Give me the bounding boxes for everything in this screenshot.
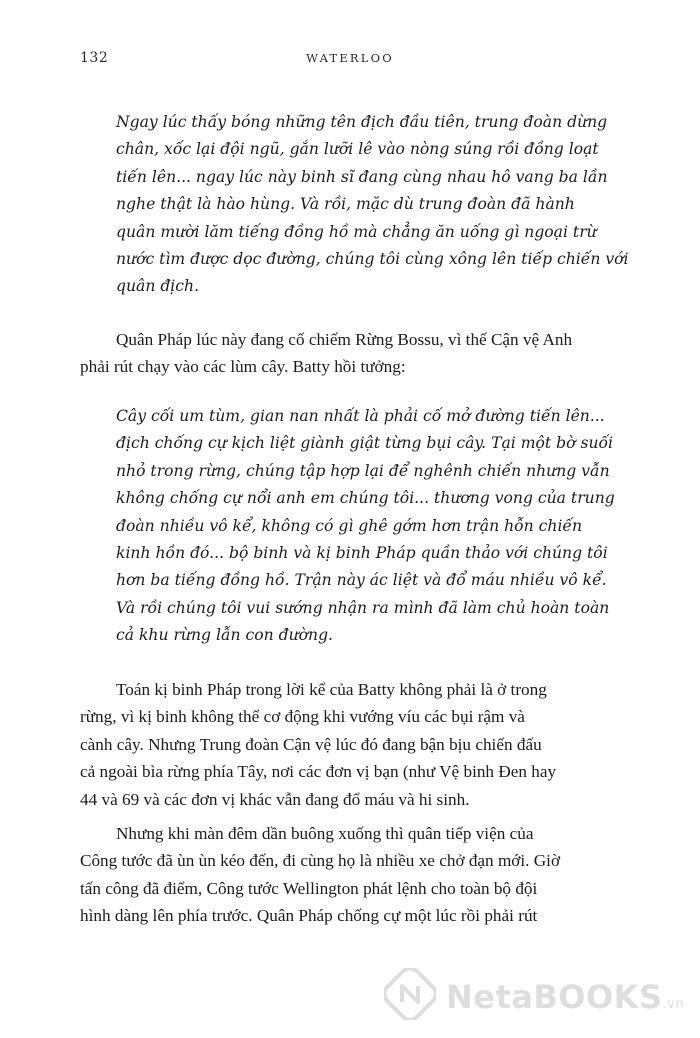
watermark-suffix: .vn xyxy=(662,997,685,1012)
text-line: Ngay lúc thấy bóng những tên địch đầu tiên, trung đoàn dừng xyxy=(116,113,608,131)
text-line: Nhưng khi màn đêm dần buông xuống thì quân tiếp viện của xyxy=(116,823,534,843)
text-line: cành cây. Nhưng Trung đoàn Cận vệ lúc đó đang bận bịu chiến đấu xyxy=(80,734,542,754)
text-line: không chống cự nổi anh em chúng tôi... thương vong của trung xyxy=(116,489,615,508)
text-line: phải rút chạy vào các lùm cây. Batty hồi tưởng: xyxy=(80,357,406,377)
text-line: địch chống cự kịch liệt giành giật từng bụi cây. Tại một bờ suối xyxy=(116,434,614,453)
watermark xyxy=(384,968,684,1026)
text-line: 44 và 69 và các đơn vị khác vẫn đang đổ máu và hi sinh. xyxy=(80,790,470,810)
text-line: kinh hồn đó... bộ binh và kị binh Pháp quần thảo với chúng tôi xyxy=(116,544,608,563)
running-head: WATERLOO xyxy=(306,51,394,65)
text-line: nước tìm được dọc đường, chúng tôi cùng xông lên tiếp chiến với xyxy=(116,250,629,269)
text-line: tấn công đã điểm, Công tước Wellington phát lệnh cho toàn bộ đội xyxy=(80,878,538,898)
text-line: Quân Pháp lúc này đang cố chiếm Rừng Bossu, vì thế Cận vệ Anh xyxy=(116,329,573,349)
page-number: 132 xyxy=(80,50,109,66)
text-line: đoàn nhiều vô kể, không có gì ghê gớm hơn trận hỗn chiến xyxy=(116,516,583,535)
paragraph xyxy=(80,820,620,930)
text-line: Và rồi chúng tôi vui sướng nhận ra mình đã làm chủ hoàn toàn xyxy=(116,598,610,617)
paragraph xyxy=(80,326,620,381)
text-line: cả khu rừng lẫn con đường. xyxy=(116,626,334,645)
text-line: Công tước đã ùn ùn kéo đến, đi cùng họ là nhiều xe chở đạn mới. Giờ xyxy=(80,851,561,871)
text-line: tiến lên... ngay lúc này binh sĩ đang cùng nhau hô vang ba lần xyxy=(116,167,608,186)
text-line: Toán kị binh Pháp trong lời kể của Batty không phải là ở trong xyxy=(116,679,547,699)
page-header xyxy=(80,50,620,74)
text-line: chân, xốc lại đội ngũ, gắn lưỡi lê vào nòng súng rồi đồng loạt xyxy=(116,140,599,159)
paragraph xyxy=(80,676,620,814)
block-quote xyxy=(116,109,629,301)
text-line: rừng, vì kị binh không thể cơ động khi vướng víu các bụi rậm và xyxy=(80,707,525,727)
text-line: quân địch. xyxy=(116,277,200,296)
block-quote xyxy=(116,403,615,650)
text-line: hình dàng lên phía trước. Quân Pháp chống cự một lúc rồi phải rút xyxy=(80,906,538,926)
text-line: cả ngoài bìa rừng phía Tây, nơi các đơn vị bạn (như Vệ binh Đen hay xyxy=(80,762,557,782)
text-line: nghe thật là hào hùng. Và rồi, mặc dù trung đoàn đã hành xyxy=(116,195,575,214)
text-line: quân mười lăm tiếng đồng hồ mà chẳng ăn uống gì ngoại trừ xyxy=(116,222,597,241)
page-body xyxy=(0,109,700,930)
netabooks-logo-icon xyxy=(384,968,436,1020)
watermark-brand: NetaBOOKS.vn xyxy=(446,978,685,1016)
text-line: nhỏ trong rừng, chúng tập hợp lại để nghênh chiến nhưng vẫn xyxy=(116,461,610,480)
text-line: Cây cối um tùm, gian nan nhất là phải cố mở đường tiến lên... xyxy=(116,407,605,426)
text-line: hơn ba tiếng đồng hồ. Trận này ác liệt và đổ máu nhiều vô kể. xyxy=(116,571,607,590)
